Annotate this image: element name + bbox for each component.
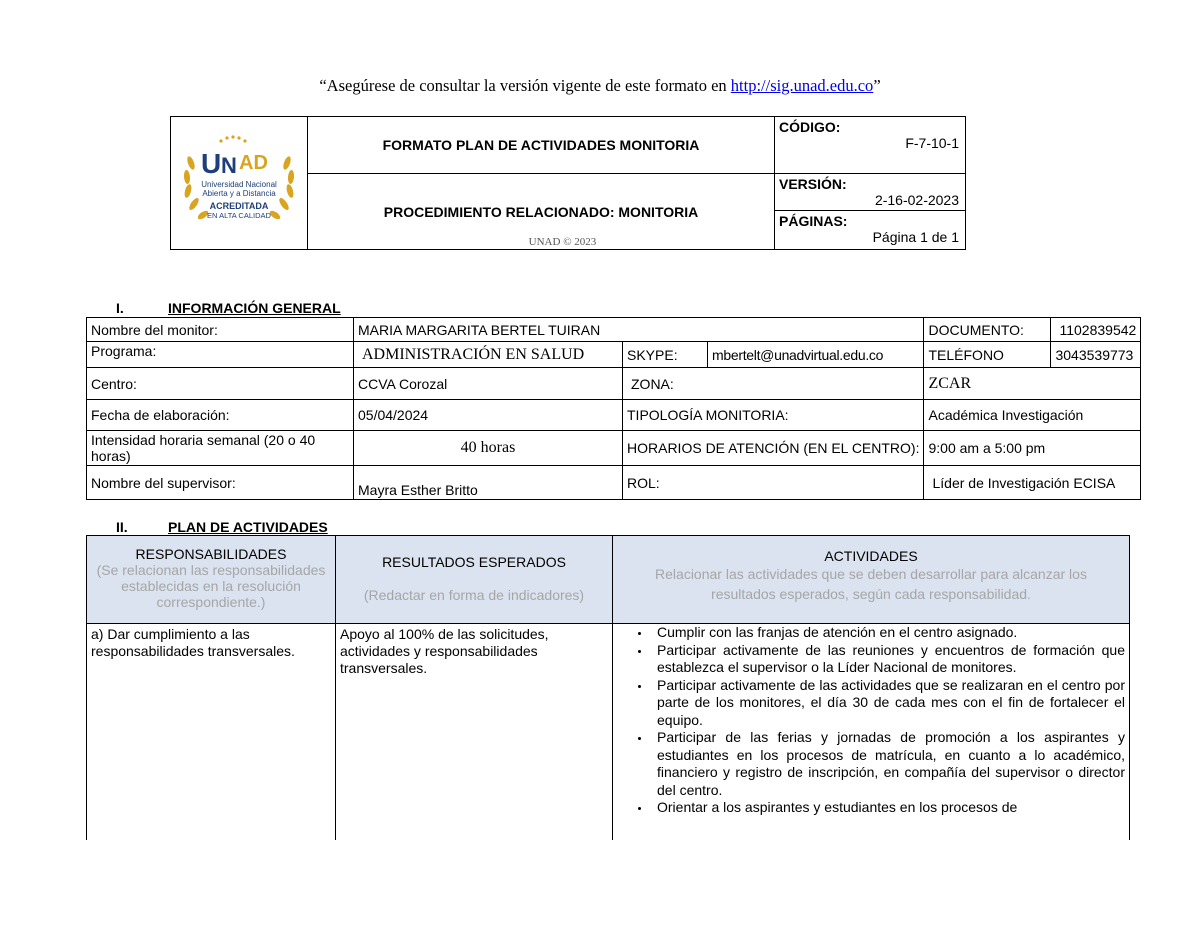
tipologia-label: TIPOLOGÍA MONITORIA:	[623, 400, 924, 431]
logo-line2: Abierta y a Distancia	[202, 188, 276, 198]
notice-prefix: “Asegúrese de consultar la versión vigente de este formato en	[319, 76, 731, 95]
col3-hint: Relacionar las actividades que se deben desarrollar para alcanzar los resultados esperados, según cada responsabilidad.	[655, 566, 1087, 602]
version-block	[775, 174, 965, 211]
monitor-label: Nombre del monitor:	[87, 318, 354, 342]
supervisor-value: Mayra Esther Britto	[354, 466, 623, 500]
rol-label: ROL:	[623, 466, 924, 500]
sig-link[interactable]: http://sig.unad.edu.co	[730, 76, 874, 95]
skype-label: SKYPE:	[623, 342, 708, 368]
tipologia-value: Académica Investigación	[924, 400, 1141, 431]
fecha-label: Fecha de elaboración:	[87, 400, 354, 431]
copyright: UNAD © 2023	[528, 236, 597, 248]
version-label: VERSIÓN:	[779, 176, 847, 192]
telefono-value: 3043539773	[1051, 342, 1141, 368]
activity-list	[623, 624, 1125, 817]
col3-title: ACTIVIDADES	[824, 548, 918, 564]
rol-value: Líder de Investigación ECISA	[924, 466, 1141, 500]
version-value: 2-16-02-2023	[874, 192, 959, 208]
list-item: • Participar de las ferias y jornadas de promoción a los aspirantes y estudiantes en los procesos de matrícula, en cuanto a lo académico, financiero y registro de inscripción, en compañía del supervisor o director del centro.	[651, 729, 1125, 799]
list-item: • Orientar a los aspirantes y estudiantes en los procesos de	[651, 799, 1125, 817]
col2-hint: (Redactar en forma de indicadores)	[363, 587, 585, 603]
supervisor-label: Nombre del supervisor:	[87, 466, 354, 500]
programa-value: ADMINISTRACIÓN EN SALUD	[354, 342, 623, 368]
logo-cell	[171, 117, 308, 250]
col1-title: RESPONSABILIDADES	[135, 546, 287, 562]
general-info-table	[86, 317, 1141, 500]
horarios-value: 9:00 am a 5:00 pm	[924, 431, 1141, 466]
logo-brand-n: N	[221, 152, 237, 178]
logo-badge1: ACREDITADA	[209, 200, 269, 211]
intensidad-value: 40 horas	[354, 431, 623, 466]
codigo-value: F-7-10-1	[905, 135, 959, 151]
col-resultados	[336, 536, 613, 624]
list-item: • Participar activamente de las reuniones y encuentros de formación que establezca el supervisor o la Líder Nacional de monitores.	[651, 642, 1125, 677]
section-1-heading	[116, 300, 341, 316]
procedure-title: PROCEDIMIENTO RELACIONADO: MONITORIA	[308, 174, 775, 250]
intensidad-label: Intensidad horaria semanal (20 o 40 horas)	[87, 431, 354, 466]
form-title: FORMATO PLAN DE ACTIVIDADES MONITORIA	[308, 117, 775, 174]
col-actividades	[613, 536, 1130, 624]
col-responsabilidades	[87, 536, 336, 624]
paginas-value: Página 1 de 1	[872, 229, 959, 245]
fecha-value: 05/04/2024	[354, 400, 623, 431]
logo-brand-ad: AD	[239, 151, 268, 174]
zona-value: ZCAR	[924, 368, 1141, 400]
logo-badge2: EN ALTA CALIDAD	[207, 210, 271, 220]
unad-logo	[177, 133, 301, 229]
actividades-cell	[613, 624, 1130, 841]
col1-hint: (Se relacionan las responsabilidades establecidas en la resolución correspondiente.)	[96, 562, 326, 610]
zona-label: ZONA:	[623, 368, 924, 400]
programa-label: Programa:	[87, 342, 354, 368]
logo-line1: Universidad Nacional	[201, 179, 277, 189]
section-1-number: I.	[116, 300, 124, 316]
horarios-label: HORARIOS DE ATENCIÓN (EN EL CENTRO):	[623, 431, 924, 466]
section-2-heading	[116, 519, 328, 535]
codigo-label: CÓDIGO:	[779, 119, 841, 135]
paginas-label: PÁGINAS:	[779, 213, 848, 229]
section-2-number: II.	[116, 519, 128, 535]
notice-suffix: ”	[873, 76, 881, 95]
centro-label: Centro:	[87, 368, 354, 400]
documento-label: DOCUMENTO:	[924, 318, 1051, 342]
document-header	[170, 116, 966, 250]
actividades-clip	[623, 624, 1125, 832]
resultado-cell: Apoyo al 100% de las solicitudes, actividades y responsabilidades transversales.	[336, 624, 613, 841]
col2-title: RESULTADOS ESPERADOS	[382, 554, 566, 570]
documento-value: 1102839542	[1051, 318, 1141, 342]
section-1-title: INFORMACIÓN GENERAL	[168, 300, 341, 316]
table-row	[87, 624, 1130, 841]
codigo-cell	[775, 117, 966, 174]
section-2-title: PLAN DE ACTIVIDADES	[168, 519, 328, 535]
logo-brand-u: U	[201, 147, 222, 179]
activity-plan-table	[86, 535, 1130, 840]
telefono-label: TELÉFONO	[924, 342, 1051, 368]
list-item: • Cumplir con las franjas de atención en el centro asignado.	[651, 624, 1125, 642]
monitor-value: MARIA MARGARITA BERTEL TUIRAN	[354, 318, 924, 342]
responsabilidad-cell: a) Dar cumplimiento a las responsabilidades transversales.	[87, 624, 336, 841]
centro-value: CCVA Corozal	[354, 368, 623, 400]
version-notice	[0, 76, 1200, 96]
skype-value: mbertelt@unadvirtual.edu.co	[708, 342, 924, 368]
list-item: • Participar activamente de las actividades que se realizaran en el centro por parte de los monitores, el día 30 de cada mes con el fin de fortalecer el equipo.	[651, 677, 1125, 730]
